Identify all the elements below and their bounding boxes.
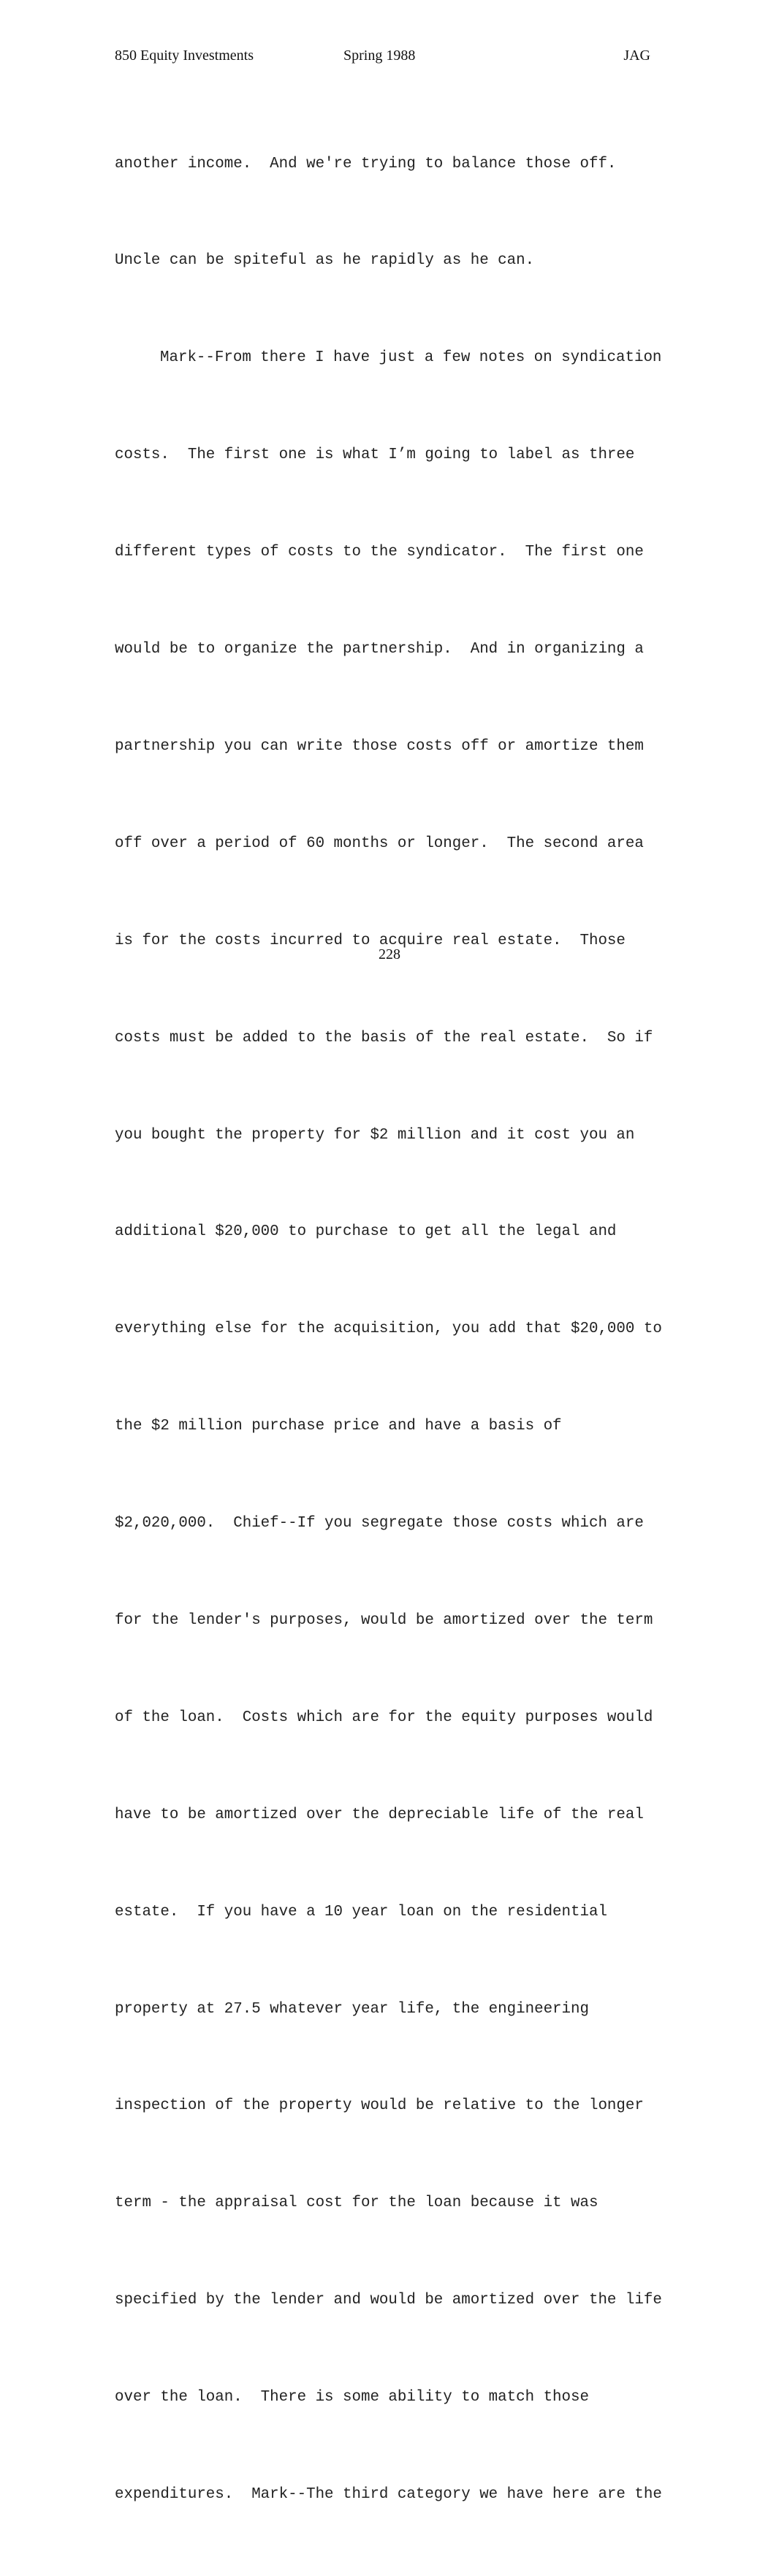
header-term: Spring 1988 xyxy=(343,48,416,64)
paragraph-start-line: Mark--From there I have just a few notes on syndication xyxy=(160,349,662,367)
text-line: $2,020,000. Chief--If you segregate those costs which are xyxy=(115,1515,644,1532)
text-line: term - the appraisal cost for the loan because it was xyxy=(115,2195,598,2212)
transcript-body xyxy=(115,83,670,2576)
text-line: costs. The first one is what I’m going to label as three xyxy=(115,447,635,464)
text-line: partnership you can write those costs off or amortize them xyxy=(115,737,644,755)
text-line: of the loan. Costs which are for the equity purposes would xyxy=(115,1709,653,1726)
text-line: Uncle can be spiteful as he rapidly as he can. xyxy=(115,252,535,270)
text-line: the $2 million purchase price and have a basis of xyxy=(115,1418,562,1435)
text-line: have to be amortized over the depreciable life of the real xyxy=(115,1806,644,1823)
text-line: would be to organize the partnership. And in organizing a xyxy=(115,641,644,658)
text-line: off over a period of 60 months or longer. The second area xyxy=(115,835,644,852)
text-line: additional $20,000 to purchase to get all the legal and xyxy=(115,1223,617,1241)
text-line: property at 27.5 whatever year life, the engineering xyxy=(115,2000,589,2018)
text-line: expenditures. Mark--The third category we have here are the xyxy=(115,2485,662,2503)
text-line: is for the costs incurred to acquire real estate. Those xyxy=(115,932,626,949)
page-number: 228 xyxy=(379,946,400,962)
text-line: costs must be added to the basis of the real estate. So if xyxy=(115,1029,653,1046)
header-initials: JAG xyxy=(623,48,650,64)
text-line: specified by the lender and would be amortized over the life xyxy=(115,2292,662,2309)
page-header xyxy=(115,45,650,66)
text-line: for the lender's purposes, would be amortized over the term xyxy=(115,1611,653,1629)
text-line: estate. If you have a 10 year loan on the residential xyxy=(115,1903,607,1920)
text-line: inspection of the property would be relative to the longer xyxy=(115,2097,644,2115)
text-line: you bought the property for $2 million and it cost you an xyxy=(115,1126,635,1144)
text-line: everything else for the acquisition, you add that $20,000 to xyxy=(115,1321,662,1338)
text-line: over the loan. There is some ability to match those xyxy=(115,2389,589,2406)
header-course-title: 850 Equity Investments xyxy=(115,48,254,64)
text-line: different types of costs to the syndicator. The first one xyxy=(115,544,644,561)
text-line: another income. And we're trying to balance those off. xyxy=(115,155,617,172)
